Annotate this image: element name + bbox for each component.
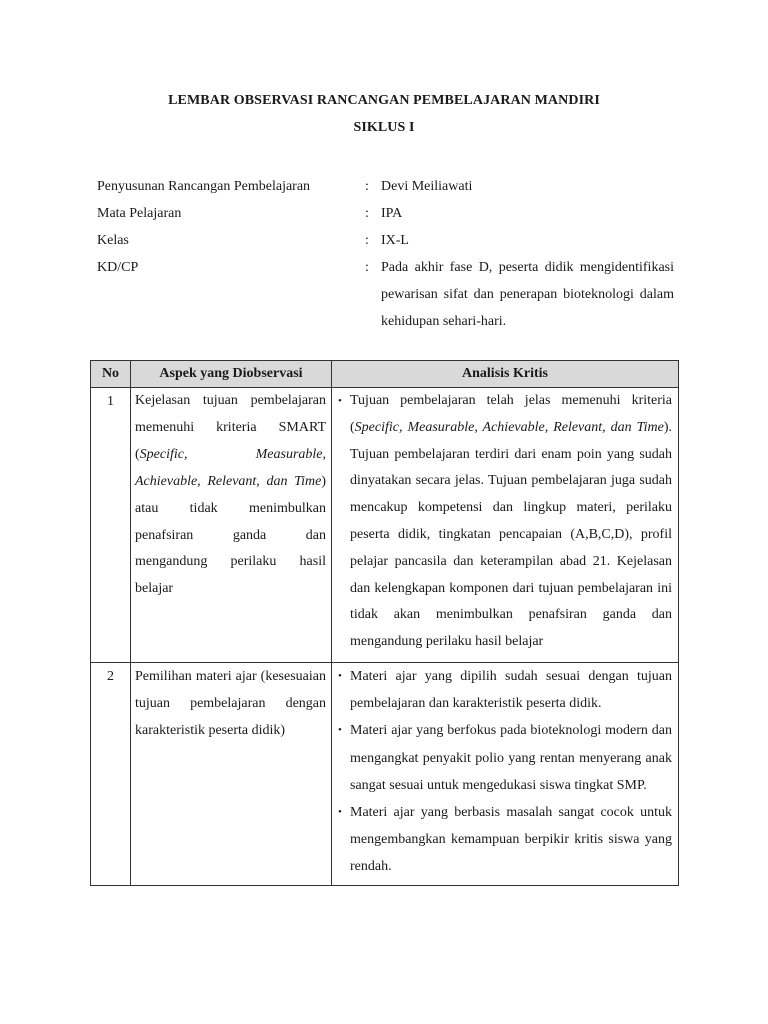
analysis-text: Materi ajar yang berfokus pada bioteknologi modern dan mengangkat penyakit polio yang rentan menyerang anak sangat sesuai untuk mengedukasi siswa tingkat SMP. (350, 723, 672, 793)
bullet-icon: • (338, 805, 342, 818)
meta-value: IPA (381, 206, 403, 221)
meta-colon: : (365, 233, 369, 248)
meta-label: Penyusunan Rancangan Pembelajaran (97, 179, 311, 194)
meta-colon: : (365, 260, 369, 275)
header-aspect: Aspek yang Diobservasi (131, 361, 332, 388)
bullet-icon: • (338, 724, 342, 737)
analysis-item (338, 717, 672, 799)
meta-colon: : (365, 179, 369, 194)
aspect-text: ) atau tidak menimbulkan penafsiran ganda dan mengandung perilaku hasil belajar (135, 473, 326, 597)
meta-row-author (97, 173, 677, 200)
meta-label: Kelas (97, 233, 129, 248)
row-number: 1 (91, 388, 131, 663)
observation-table (90, 360, 679, 886)
row-number: 2 (91, 662, 131, 885)
analysis-list (338, 388, 672, 656)
table-header-row (91, 361, 679, 388)
header-no: No (91, 361, 131, 388)
header-analysis: Analisis Kritis (332, 361, 679, 388)
analysis-text: ). Tujuan pembelajaran terdiri dari enam poin yang sudah dinyatakan secara jelas. Tujuan pembelajaran juga sudah mencakup kompetensi dan lingkup materi, perilaku peserta didik, tingkatan pencapaian (A,B,C,D), profil pelajar pancasila dan keterampilan abad 21. Kejelasan dan kelengkapan komponen dari tujuan pembelajaran ini tidak akan menimbulkan penafsiran ganda dan mengandung perilaku hasil belajar (350, 419, 672, 650)
meta-row-kdcp (97, 254, 677, 335)
meta-colon: : (365, 206, 369, 221)
aspect-text: Kejelasan tujuan pembelajaran memenuhi kriteria SMART ( (135, 393, 326, 462)
table-row (91, 662, 679, 885)
document-subtitle: SIKLUS I (353, 120, 415, 135)
meta-value: IX-L (381, 233, 409, 248)
document-title: LEMBAR OBSERVASI RANCANGAN PEMBELAJARAN MANDIRI (168, 93, 600, 108)
meta-row-subject (97, 200, 677, 227)
analysis-item (338, 388, 672, 656)
analysis-cell (332, 662, 679, 885)
analysis-text: Materi ajar yang dipilih sudah sesuai dengan tujuan pembelajaran dan karakteristik peserta didik. (350, 668, 672, 712)
meta-label: Mata Pelajaran (97, 206, 182, 221)
analysis-text: Materi ajar yang berbasis masalah sangat cocok untuk mengembangkan kemampuan berpikir kritis siswa yang rendah. (350, 804, 672, 875)
aspect-cell: Pemilihan materi ajar (kesesuaian tujuan pembelajaran dengan karakteristik peserta didik) (131, 662, 332, 885)
bullet-icon: • (338, 395, 342, 407)
analysis-item (338, 663, 672, 717)
meta-label: KD/CP (97, 260, 139, 275)
analysis-text: Tujuan pembelajaran telah jelas memenuhi kriteria ( (350, 393, 672, 435)
identity-section (97, 173, 677, 335)
meta-row-class (97, 227, 677, 254)
aspect-italic-text: Specific, Measurable, Achievable, Relevant, dan Time (135, 446, 326, 489)
analysis-cell (332, 388, 679, 663)
table-row (91, 388, 679, 663)
meta-value: Pada akhir fase D, peserta didik mengidentifikasi pewarisan sifat dan penerapan bioteknologi dalam kehidupan sehari-hari. (381, 260, 674, 329)
analysis-item (338, 799, 672, 881)
bullet-icon: • (338, 669, 342, 682)
analysis-list (338, 663, 672, 881)
analysis-italic-text: Specific, Measurable, Achievable, Relevant, dan Time (354, 419, 664, 435)
aspect-cell (131, 388, 332, 663)
meta-value: Devi Meiliawati (381, 179, 473, 194)
